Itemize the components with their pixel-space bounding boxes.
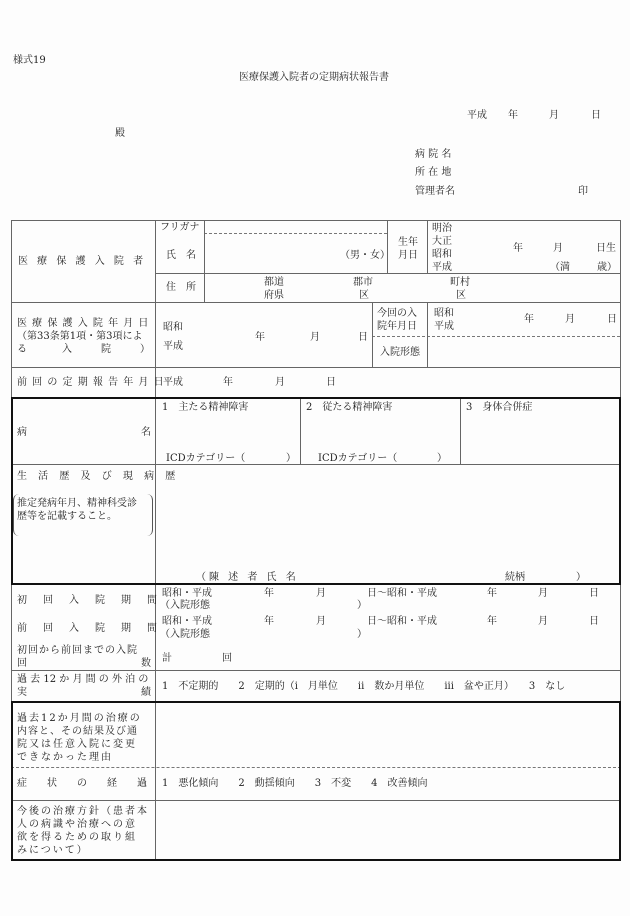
- furigana-label: フリガナ: [160, 222, 200, 233]
- name-input[interactable]: [205, 235, 335, 272]
- main-disorder-label: 1 主たる精神障害: [162, 402, 249, 413]
- pref-line1: 都道: [264, 277, 284, 288]
- admission-form-label: 入院形態: [380, 347, 420, 358]
- main-icd-label: ICDカテゴリー（: [166, 453, 246, 464]
- address-label: 所 在 地: [415, 167, 452, 178]
- diagnosis-label-b: 名: [141, 427, 151, 438]
- current-day: 日: [607, 314, 617, 325]
- admission-label-3b: 入: [62, 344, 72, 355]
- diagnosis-label-a: 病: [17, 427, 27, 438]
- admission-form-input[interactable]: [428, 337, 619, 366]
- birth-era-taisho[interactable]: 大正: [432, 236, 452, 247]
- admission-label-1: 医 療 保 護 入 院 年 月 日: [17, 318, 150, 329]
- treatment-label-2: 内容と、その結果及び通: [17, 726, 138, 737]
- birth-era-showa[interactable]: 昭和: [432, 249, 452, 260]
- admission-label-2: （第33条第1項・第3項によ: [17, 331, 143, 342]
- report-date-era: 平成: [467, 110, 487, 121]
- admission-count-label-2b: 数: [141, 658, 151, 669]
- furigana-dash: [204, 233, 387, 234]
- birth-month: 月: [553, 243, 563, 254]
- treatment-input[interactable]: [158, 705, 617, 765]
- patient-subdivider: [387, 220, 388, 274]
- city-line2: 区: [359, 290, 369, 301]
- outings-options[interactable]: 1 不定期的 2 定期的（i 月単位 ii 数か月単位 iii 盆や正月） 3 なし: [162, 681, 566, 692]
- report-date-month: 月: [549, 110, 559, 121]
- previous-report-label: 前 回 の 定 期 報 告 年 月 日: [17, 377, 165, 388]
- name-label: 氏 名: [166, 250, 196, 261]
- town-line2: 区: [456, 290, 466, 301]
- sub-disorder-input[interactable]: [303, 415, 458, 449]
- report-date-day: 日: [591, 110, 601, 121]
- previous-era: 昭和・平成: [162, 616, 212, 627]
- history-label: 生 活 歴 及 び 現 病 歴: [17, 471, 180, 482]
- row-line: [387, 273, 621, 274]
- admission-year: 年: [255, 332, 265, 343]
- town-line1: 町村: [450, 277, 470, 288]
- history-input[interactable]: [158, 467, 617, 567]
- sub-icd-label: ICDカテゴリー（: [318, 453, 398, 464]
- pref-line2: 府県: [264, 290, 284, 301]
- previous-end-month: 月: [538, 616, 548, 627]
- admission-month: 月: [310, 332, 320, 343]
- seal-label: 印: [578, 186, 588, 197]
- birth-label-1: 生年: [398, 237, 418, 248]
- sub-disorder-label: 2 従たる精神障害: [306, 402, 393, 413]
- first-form-open: （入院形態: [160, 600, 210, 611]
- birth-day: 日生: [596, 243, 616, 254]
- thick-left: [11, 397, 13, 585]
- report-date-year: 年: [508, 110, 518, 121]
- birth-era-meiji[interactable]: 明治: [432, 223, 452, 234]
- outings-label-2b: 績: [141, 687, 151, 698]
- previous-end-year: 年: [487, 616, 497, 627]
- addressee-suffix: 殿: [115, 128, 125, 139]
- row-line: [11, 800, 621, 801]
- admission-era-heisei[interactable]: 平成: [163, 341, 183, 352]
- previous-report-era: 平成: [163, 377, 183, 388]
- row-line: [11, 397, 621, 399]
- admission-day: 日: [358, 332, 368, 343]
- first-end-day: 日: [589, 588, 599, 599]
- previous-day-to: 日～昭和・平成: [367, 616, 437, 627]
- previous-form-open: （入院形態: [160, 629, 210, 640]
- relation-label: 続柄: [505, 572, 525, 583]
- admission-count-label-2a: 回: [17, 658, 27, 669]
- row-line: [11, 302, 621, 303]
- thick-right: [619, 397, 621, 585]
- previous-end-day: 日: [589, 616, 599, 627]
- label-column-divider: [155, 220, 156, 861]
- future-plan-input[interactable]: [158, 803, 617, 857]
- treatment-label-4: できなかった理由: [17, 752, 113, 763]
- form-number: 様式19: [13, 55, 46, 66]
- hospital-name-label: 病 院 名: [415, 149, 452, 160]
- narrator-name-input[interactable]: [280, 569, 500, 582]
- first-admission-label: 初 回 入 院 期 間: [17, 595, 160, 606]
- treatment-label-1: 過去12か月間の治療の: [17, 713, 142, 724]
- previous-admission-label: 前 回 入 院 期 間: [17, 623, 160, 634]
- outings-label-2a: 実: [17, 687, 27, 698]
- row-line: [11, 670, 621, 671]
- admission-divider: [372, 302, 373, 367]
- sex-options[interactable]: （男・女）: [340, 250, 390, 261]
- sub-icd-close: ）: [437, 453, 447, 464]
- previous-form-close: ）: [357, 629, 367, 640]
- symptoms-options[interactable]: 1 悪化傾向 2 動揺傾向 3 不変 4 改善傾向: [162, 778, 428, 789]
- physical-complication-label: 3 身体合併症: [466, 402, 533, 413]
- future-label-1: 今後の治療方針（患者本: [17, 806, 149, 817]
- first-era: 昭和・平成: [162, 588, 212, 599]
- physical-complication-input[interactable]: [463, 415, 617, 462]
- current-year: 年: [524, 314, 534, 325]
- previous-report-month: 月: [275, 377, 285, 388]
- row-line: [11, 464, 155, 465]
- first-end-month: 月: [538, 588, 548, 599]
- treatment-dash: [11, 767, 621, 768]
- admission-times: 回: [222, 653, 232, 664]
- future-label-3: 欲を得るための取り組: [17, 832, 137, 843]
- first-form-close: ）: [357, 600, 367, 611]
- city-line1: 郡市: [353, 277, 373, 288]
- thick-left: [11, 701, 13, 861]
- current-month: 月: [565, 314, 575, 325]
- row-line: [11, 701, 621, 703]
- admission-label-3c: 院: [101, 344, 111, 355]
- row-line: [11, 583, 621, 585]
- admission-label-3a: る: [17, 344, 27, 355]
- treatment-label-3: 院又は任意入院に変更: [17, 739, 137, 750]
- diagnosis-divider: [300, 399, 301, 464]
- administrator-label: 管理者名: [415, 186, 455, 197]
- admission-label-3d: ）: [140, 344, 150, 355]
- patient-subdivider: [427, 220, 428, 274]
- previous-report-year: 年: [223, 377, 233, 388]
- birth-year: 年: [513, 243, 523, 254]
- page-title: 医療保護入院者の定期病状報告書: [239, 72, 389, 83]
- future-label-2: 人の病識や治療への意: [17, 819, 137, 830]
- row-line: [155, 273, 387, 274]
- current-admission-label-1: 今回の入: [377, 308, 417, 319]
- age-close: 歳）: [597, 262, 617, 273]
- main-icd-close: ）: [286, 453, 296, 464]
- birth-era-heisei[interactable]: 平成: [432, 262, 452, 273]
- table-bottom: [11, 859, 621, 861]
- previous-report-day: 日: [326, 377, 336, 388]
- address-label: 住 所: [166, 282, 196, 293]
- age-open: （満: [550, 262, 570, 273]
- furigana-input[interactable]: [205, 221, 387, 233]
- relation-close: ）: [576, 572, 586, 583]
- history-note-line2: 歴等を記載すること。: [17, 511, 117, 522]
- thick-right: [619, 701, 621, 861]
- main-disorder-input[interactable]: [158, 415, 298, 449]
- symptoms-label: 症 状 の 経 過: [17, 778, 147, 789]
- admission-era-showa[interactable]: 昭和: [163, 322, 183, 333]
- first-month: 月: [316, 588, 326, 599]
- future-label-4: みについて）: [17, 845, 89, 856]
- current-era-showa[interactable]: 昭和: [434, 308, 454, 319]
- history-note-line1: 推定発病年月、精神科受診: [17, 498, 137, 509]
- previous-month: 月: [316, 616, 326, 627]
- birth-label-2: 月日: [398, 250, 418, 261]
- previous-year: 年: [264, 616, 274, 627]
- row-line: [11, 367, 621, 368]
- patient-section-label: 医 療 保 護 入 院 者: [18, 256, 147, 267]
- first-year: 年: [264, 588, 274, 599]
- current-era-heisei[interactable]: 平成: [434, 321, 454, 332]
- admission-count-label-1: 初回から前回までの入院: [17, 645, 138, 656]
- narrator-label: （陳 述 者 氏 名: [196, 572, 299, 583]
- first-day-to: 日～昭和・平成: [367, 588, 437, 599]
- outings-label-1: 過 去 12 か 月 間 の 外 泊 の: [17, 674, 149, 685]
- diagnosis-divider: [460, 399, 461, 464]
- admission-total: 計: [162, 653, 172, 664]
- current-admission-label-2: 院年月日: [377, 321, 417, 332]
- first-end-year: 年: [487, 588, 497, 599]
